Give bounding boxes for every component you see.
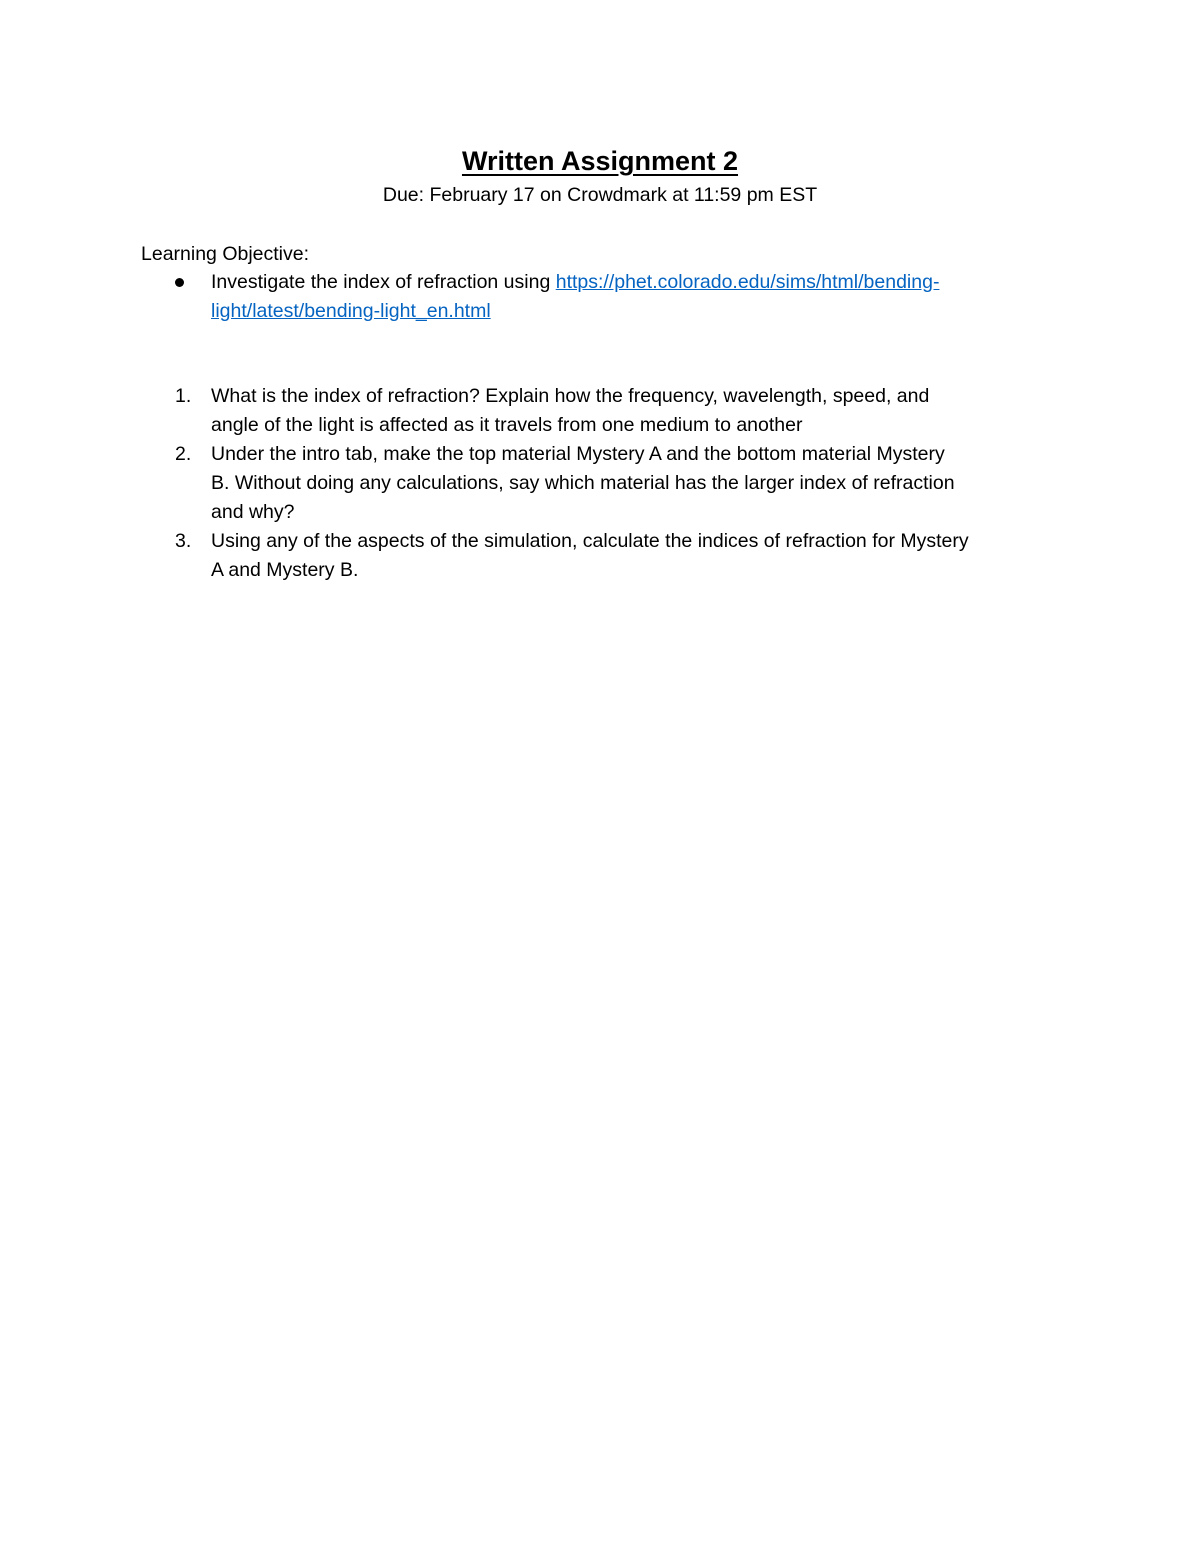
- question-item: [141, 440, 1071, 527]
- objective-list: [141, 268, 1071, 326]
- question-number: 1.: [175, 385, 192, 407]
- objective-text: Investigate the index of refraction using: [211, 271, 556, 293]
- question-list: [141, 382, 1071, 585]
- question-text-line: Under the intro tab, make the top material Mystery A and the bottom material Mystery: [211, 443, 945, 465]
- question-number: 3.: [175, 530, 192, 552]
- question-text-line: B. Without doing any calculations, say which material has the larger index of refraction: [211, 472, 955, 494]
- question-text-line: What is the index of refraction? Explain how the frequency, wavelength, speed, and: [211, 385, 930, 407]
- objective-heading: Learning Objective:: [141, 243, 310, 265]
- question-text-line: angle of the light is affected as it travels from one medium to another: [211, 414, 803, 436]
- question-text-line: and why?: [211, 501, 295, 523]
- bullet-icon: [175, 278, 184, 287]
- page-title: Written Assignment 2: [461, 146, 739, 176]
- question-item: [141, 527, 1071, 585]
- phet-simulation-link-continued[interactable]: light/latest/bending-light_en.html: [211, 300, 491, 322]
- objective-item: [141, 268, 1071, 326]
- question-item: [141, 382, 1071, 440]
- question-number: 2.: [175, 443, 192, 465]
- question-text-line: Using any of the aspects of the simulation, calculate the indices of refraction for Mystery: [211, 530, 969, 552]
- due-date-line: Due: February 17 on Crowdmark at 11:59 pm EST: [382, 184, 818, 206]
- question-text-line: A and Mystery B.: [211, 559, 359, 581]
- phet-simulation-link[interactable]: https://phet.colorado.edu/sims/html/bending-: [555, 271, 940, 293]
